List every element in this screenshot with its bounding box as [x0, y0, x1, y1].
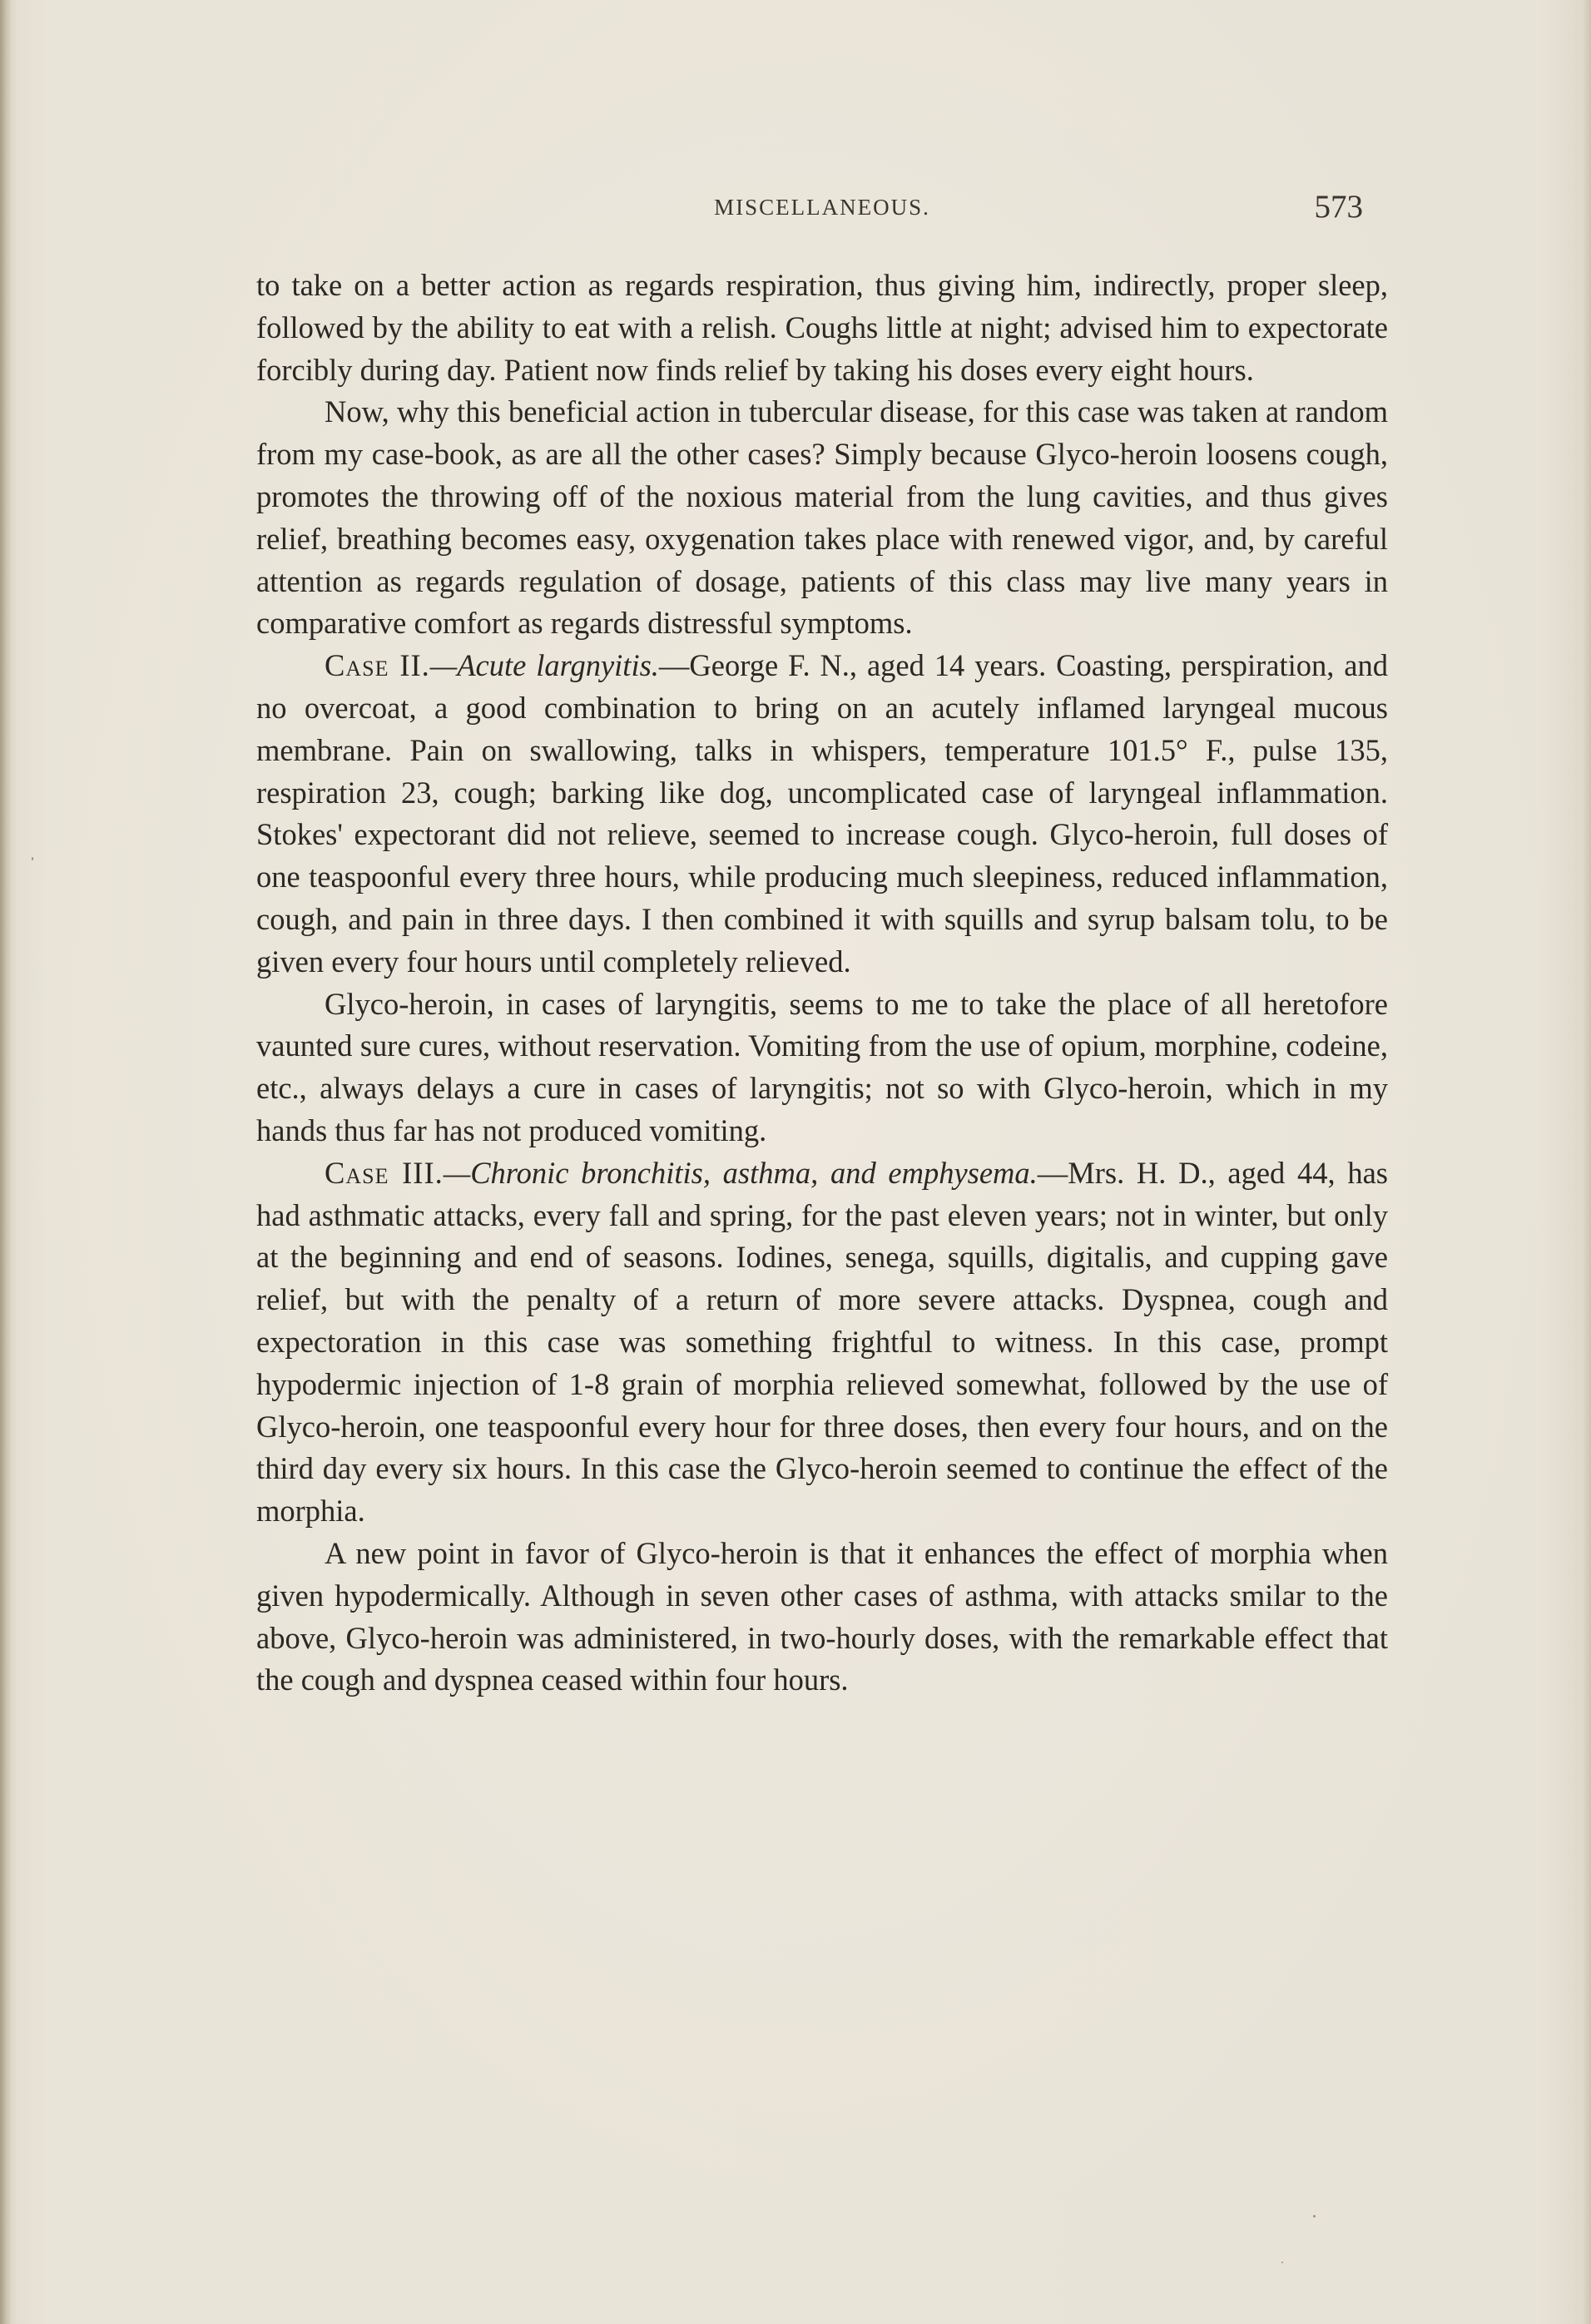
case-heading: —Acute largnyitis. — [429, 648, 659, 683]
running-head — [256, 188, 1388, 230]
paragraph — [256, 984, 1388, 1152]
paragraph — [256, 1533, 1388, 1702]
paragraph-text: —George F. N., aged 14 years. Coasting, perspiration, and no overcoat, a good combination to bring on an acutely inflamed laryngeal mucous membrane. Pain on swallowing, talks in whispers, temperature 101.5° F., pulse 135, respiration 23, cough; barking like dog, uncomplicated case of laryngeal inflammation. Stokes' expectorant did not relieve, seemed to increase cough. Glyco-heroin, full doses of one teaspoonful every three hours, while producing much sleepiness, reduced inflammation, cough, and pain in three days. I then combined it with squills and syrup balsam tolu, to be given every four hours until completely relieved. — [256, 648, 1388, 979]
paragraph-text: —Mrs. H. D., aged 44, has had asthmatic attacks, every fall and spring, for the past eleven years; not in winter, but only at the beginning and end of seasons. Iodines, senega, squills, digitalis, and cupping gave relief, but with the penalty of a return of more severe attacks. Dyspnea, cough and expectoration in this case was something frightful to witness. In this case, prompt hypodermic injection of 1-8 grain of morphia relieved somewhat, followed by the use of Glyco-heroin, one teaspoonful every hour for three doses, then every four hours, and on the third day every six hours. In this case the Glyco-heroin seemed to continue the effect of the morphia. — [256, 1155, 1388, 1529]
page-number: 573 — [1314, 189, 1363, 225]
case-paragraph — [256, 1152, 1388, 1533]
page-right-edge — [1583, 0, 1591, 2324]
paper-speck — [1313, 2215, 1316, 2217]
paragraph-text: Now, why this beneficial action in tubercular disease, for this case was taken at random from my case-book, as are all the other cases? Simply because Glyco-heroin loosens cough, promotes the throwing off of the noxious material from the lung cavities, and thus gives relief, breathing becomes easy, oxygenation takes place with renewed vigor, and, by careful attention as regards regulation of dosage, patients of this class may live many years in comparative comfort as regards distressful symptoms. — [256, 394, 1388, 641]
case-label: Case II. — [325, 648, 430, 683]
case-heading: —Chronic bronchitis, asthma, and emphysema. — [443, 1155, 1038, 1190]
case-paragraph — [256, 645, 1388, 983]
paragraph-continuation — [256, 265, 1388, 391]
paragraph-text: Glyco-heroin, in cases of laryngitis, seems to me to take the place of all heretofore vaunted sure cures, without reservation. Vomiting from the use of opium, morphine, codeine, etc., always delays a cure in cases of laryngitis; not so with Glyco-heroin, which in my hands thus far has not produced vomiting. — [256, 986, 1388, 1147]
paper-speck — [1281, 2262, 1283, 2263]
running-head-title: MISCELLANEOUS. — [714, 195, 930, 220]
page-binding-edge — [0, 0, 12, 2324]
case-label: Case III. — [325, 1155, 444, 1190]
body-text — [256, 265, 1388, 1702]
paper-speck — [32, 857, 33, 860]
paragraph-text: to take on a better action as regards respiration, thus giving him, indirectly, proper sleep, followed by the ability to eat with a relish. Coughs little at night; advised him to expectorate forcibly during day. Patient now finds relief by taking his doses every eight hours. — [256, 268, 1388, 387]
paragraph — [256, 391, 1388, 645]
paragraph-text: A new point in favor of Glyco-heroin is that it enhances the effect of morphia when given hypodermically. Although in seven other cases of asthma, with attacks smilar to the above, Glyco-heroin was administered, in two-hourly doses, with the remarkable effect that the cough and dyspnea ceased within four hours. — [256, 1535, 1388, 1697]
